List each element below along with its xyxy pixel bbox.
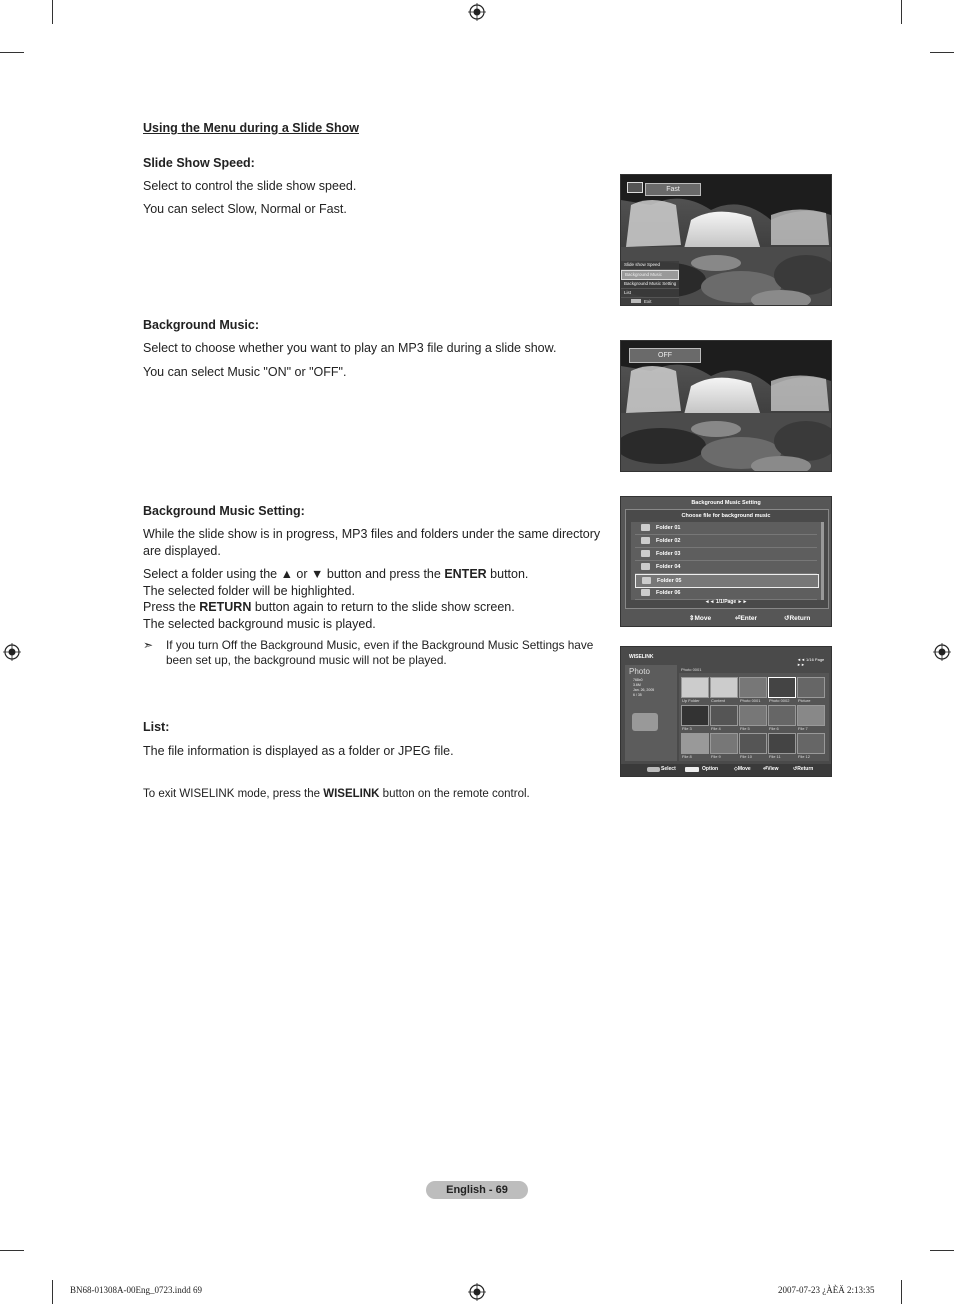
select-key-icon [647, 767, 660, 772]
category-label: Photo [629, 667, 650, 676]
folder-thumb[interactable] [710, 677, 738, 698]
thumb-label: Picture [798, 698, 811, 703]
crop-mark [52, 0, 53, 24]
menu-exit[interactable]: Exit [621, 298, 679, 306]
folder-icon [641, 537, 650, 544]
folder-icon [641, 563, 650, 570]
folder-icon [641, 589, 650, 596]
return-icon: ↺ [784, 615, 790, 622]
speed-icon [627, 182, 643, 193]
exit-instruction: To exit WISELINK mode, press the WISELINK button on the remote control. [143, 788, 530, 800]
wiselink-logo: WISELINK [629, 654, 654, 660]
page-number-badge: English - 69 [426, 1181, 528, 1199]
photo-thumb[interactable] [797, 677, 825, 698]
tools-key-icon [685, 767, 699, 772]
folder-row[interactable]: Folder 06 [635, 587, 817, 600]
crop-mark [901, 0, 902, 24]
move-hint: ⇕Move [689, 615, 712, 622]
thumb-label: File 9 [711, 754, 721, 759]
speed-text-1: Select to control the slide show speed. [143, 179, 357, 193]
info-panel [625, 665, 677, 761]
registration-mark-icon [468, 1283, 486, 1301]
thumb-label: Photo 0001 [740, 698, 761, 703]
folder-row-selected[interactable]: Folder 05 [635, 574, 819, 588]
dialog-subtitle: Choose file for background music [681, 513, 771, 519]
thumb-label: File 10 [740, 754, 753, 759]
music-setting-text-2: Select a folder using the ▲ or ▼ button and press the ENTER button. [143, 567, 529, 581]
page-title: Using the Menu during a Slide Show [143, 121, 359, 135]
return-icon: ↺ [793, 766, 798, 772]
music-setting-text-3: The selected folder will be highlighted. [143, 584, 355, 598]
enter-icon: ⏎ [763, 766, 768, 772]
move-icon: ◇ [734, 766, 738, 772]
folder-row[interactable]: Folder 02 [635, 535, 817, 548]
thumb-label: File 12 [798, 754, 811, 759]
select-hint: Select [661, 766, 676, 772]
return-hint: ↺Return [784, 615, 811, 622]
photo-thumb[interactable] [768, 733, 796, 754]
music-setting-text-1: While the slide show is in progress, MP3 files and folders under the same directory are displayed. [143, 527, 601, 558]
folder-thumb[interactable] [681, 677, 709, 698]
tv-screen-music [620, 340, 832, 472]
crop-mark [930, 1250, 954, 1251]
section-heading-speed: Slide Show Speed: [143, 156, 255, 170]
music-setting-text-5: The selected background music is played. [143, 617, 376, 631]
photo-thumb[interactable] [768, 705, 796, 726]
speed-value-box[interactable]: Fast [645, 183, 701, 196]
folder-icon [641, 550, 650, 557]
thumb-label: Up Folder [682, 698, 700, 703]
thumb-label: File 5 [740, 726, 750, 731]
thumb-label: File 7 [798, 726, 808, 731]
print-slug-left: BN68-01308A-00Eng_0723.indd 69 [70, 1285, 202, 1295]
photo-thumb[interactable] [681, 733, 709, 754]
camera-icon [632, 713, 658, 731]
menu-item[interactable]: Background Music Setting [621, 280, 679, 289]
crop-mark [0, 52, 24, 53]
section-heading-list: List: [143, 720, 170, 734]
music-setting-text-4: Press the RETURN button again to return to the slide show screen. [143, 600, 515, 614]
return-hint: ↺Return [793, 766, 814, 772]
speed-text-2: You can select Slow, Normal or Fast. [143, 202, 347, 216]
file-info: 768x0 3.6M Jan. 26, 2005 6 / 35 [633, 678, 655, 697]
page-indicator: ◄◄ 1/16 Page ►► [797, 657, 825, 667]
view-hint: ⏎View [763, 766, 779, 772]
enter-hint: ⏎Enter [735, 615, 758, 622]
registration-mark-icon [933, 643, 951, 661]
thumb-label: File 11 [769, 754, 781, 759]
scrollbar[interactable] [821, 522, 824, 600]
move-hint: ◇Move [734, 766, 751, 772]
current-path: Photo 0001 [681, 667, 702, 672]
thumb-label: File 8 [682, 754, 692, 759]
photo-thumb[interactable] [739, 733, 767, 754]
crop-mark [0, 1250, 24, 1251]
section-heading-music-setting: Background Music Setting: [143, 504, 305, 518]
updown-icon: ⇕ [689, 615, 695, 622]
folder-icon [641, 524, 650, 531]
tv-screen-music-setting [620, 496, 832, 627]
thumb-label: File 4 [711, 726, 721, 731]
crop-mark [52, 1280, 53, 1304]
photo-thumb[interactable] [710, 705, 738, 726]
note-text: If you turn Off the Background Music, even if the Background Music Settings have been set up, the background music will not be played. [166, 638, 594, 667]
registration-mark-icon [3, 643, 21, 661]
thumb-label: File 3 [682, 726, 692, 731]
photo-thumb[interactable] [739, 705, 767, 726]
photo-thumb[interactable] [681, 705, 709, 726]
thumb-label: File 6 [769, 726, 779, 731]
photo-thumb-selected[interactable] [768, 677, 796, 698]
menu-item-selected[interactable]: Background Music [621, 270, 679, 280]
folder-row[interactable]: Folder 04 [635, 561, 817, 574]
thumb-label: Photo 0002 [769, 698, 790, 703]
crop-mark [901, 1280, 902, 1304]
list-text-1: The file information is displayed as a folder or JPEG file. [143, 744, 454, 758]
tv-screen-speed [620, 174, 832, 306]
exit-key-icon [631, 299, 641, 303]
music-text-1: Select to choose whether you want to play an MP3 file during a slide show. [143, 341, 557, 355]
note-arrow-icon: ➣ [143, 638, 153, 652]
dialog-title: Background Music Setting [691, 500, 761, 506]
slideshow-menu [621, 261, 679, 306]
photo-thumb[interactable] [797, 733, 825, 754]
registration-mark-icon [468, 3, 486, 21]
thumb-label: Content [711, 698, 726, 703]
photo-thumb[interactable] [739, 677, 767, 698]
option-hint: Option [702, 766, 719, 772]
folder-row[interactable]: Folder 03 [635, 548, 817, 561]
photo-thumb[interactable] [710, 733, 738, 754]
photo-thumb[interactable] [797, 705, 825, 726]
folder-row[interactable]: Folder 01 [635, 522, 817, 535]
menu-item[interactable]: List [621, 289, 679, 298]
pager[interactable]: ◄◄ 1/1/Page ►► [704, 599, 748, 605]
enter-icon: ⏎ [735, 615, 741, 622]
menu-item[interactable]: Slide show Speed [621, 261, 679, 270]
music-text-2: You can select Music "ON" or "OFF". [143, 365, 347, 379]
section-heading-music: Background Music: [143, 318, 259, 332]
crop-mark [930, 52, 954, 53]
tv-screen-list [620, 646, 832, 777]
folder-icon [642, 577, 651, 584]
print-slug-right: 2007-07-23 ¿ÀÈÄ 2:13:35 [778, 1285, 875, 1295]
music-value-box[interactable]: OFF [629, 348, 701, 363]
